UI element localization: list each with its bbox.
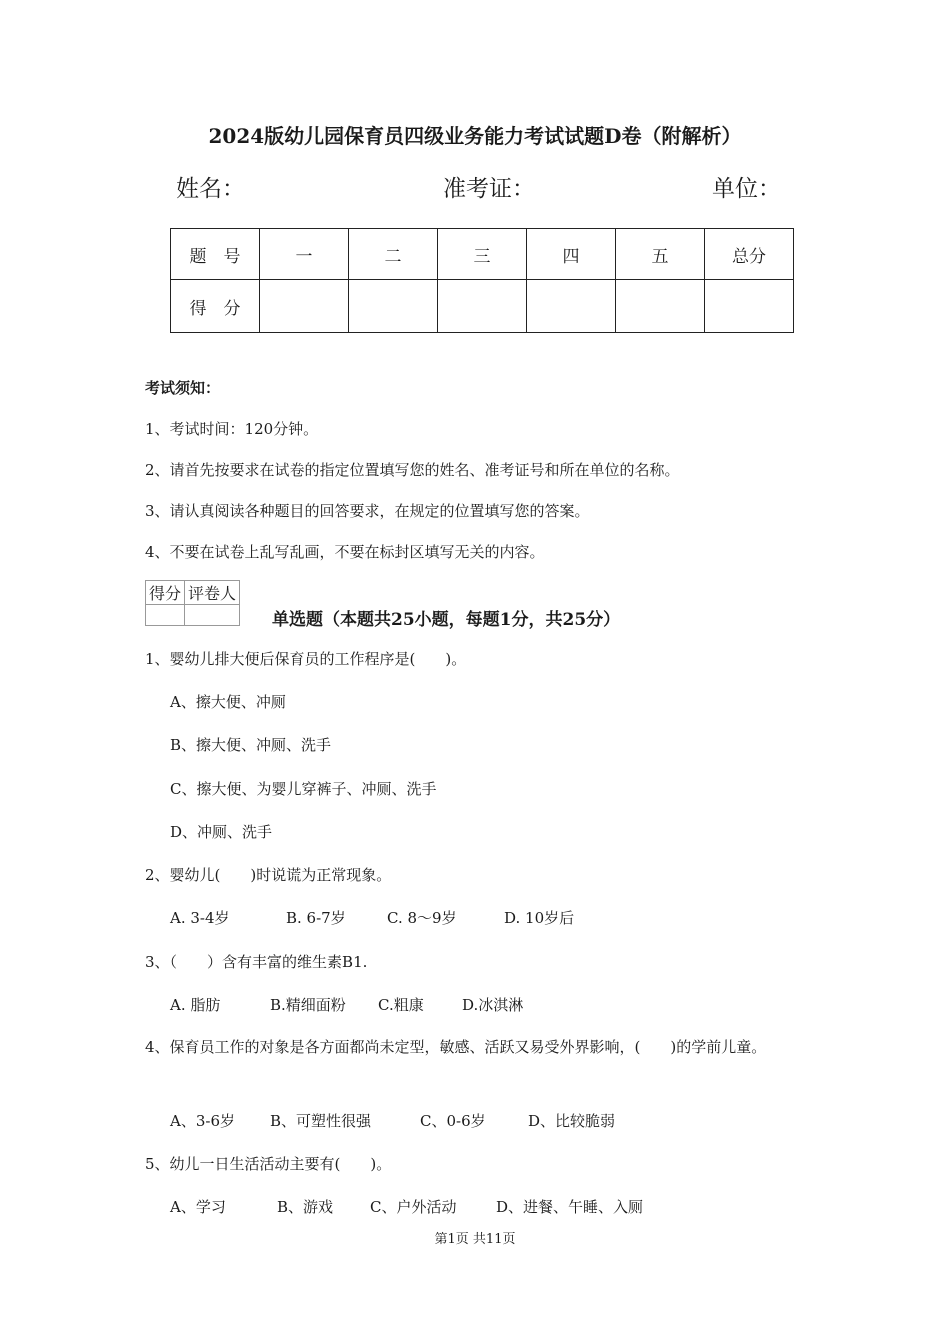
grader-score-cell[interactable] [146,605,185,626]
grader-score-label: 得分 [146,581,185,605]
question-option: C、0-6岁 [420,1112,486,1130]
score-table-header-cell: 总分 [705,229,794,280]
question-option: D、进餐、午睡、入厕 [496,1198,644,1216]
score-table [170,228,794,333]
grader-reviewer-label: 评卷人 [185,581,240,605]
question-option: C、擦大便、为婴儿穿裤子、冲厕、洗手 [170,780,437,798]
question-option: A、3-6岁 [170,1112,235,1130]
question-options-row [170,907,574,928]
question-option: C. 8～9岁 [387,909,457,927]
question-option: B. 6-7岁 [286,909,346,927]
score-cell[interactable] [616,280,705,333]
question-stem: 2、婴幼儿( )时说谎为正常现象。 [145,866,392,884]
question-option: A、擦大便、冲厕 [170,693,286,711]
exam-id-field-label: 准考证： [443,176,535,202]
score-cell[interactable] [349,280,438,333]
score-table-header-cell: 三 [438,229,527,280]
question-option: B、可塑性很强 [270,1112,372,1130]
score-table-header-cell: 一 [260,229,349,280]
question-option: A. 脂肪 [170,996,221,1014]
question-stem: 1、婴幼儿排大便后保育员的工作程序是( )。 [145,650,467,668]
unit-field-label: 单位： [712,176,781,202]
score-cell[interactable] [705,280,794,333]
notes-item: 3、请认真阅读各种题目的回答要求，在规定的位置填写您的答案。 [145,502,590,520]
question-stem: 5、幼儿一日生活活动主要有( )。 [145,1155,392,1173]
grader-reviewer-cell[interactable] [185,605,240,626]
question-options-row [170,1196,643,1217]
question-option: C、户外活动 [370,1198,457,1216]
question-option: D、比较脆弱 [528,1112,616,1130]
question-option: A. 3-4岁 [170,909,230,927]
name-field-label: 姓名： [176,176,245,202]
page-title: 2024版幼儿园保育员四级业务能力考试试题D卷（附解析） [208,124,742,148]
score-cell[interactable] [438,280,527,333]
score-table-header-cell: 二 [349,229,438,280]
score-row-label: 得 分 [171,280,260,333]
question-stem: 4、保育员工作的对象是各方面都尚未定型，敏感、活跃又易受外界影响，( )的学前儿童。 [145,1038,767,1056]
score-table-header-row [171,229,794,280]
question-option: D.冰淇淋 [462,996,524,1014]
score-table-header-cell: 题 号 [171,229,260,280]
page-footer: 第1页 共11页 [434,1232,516,1247]
question-stem: 3、（ ）含有丰富的维生素B1. [145,953,368,971]
notes-item: 2、请首先按要求在试卷的指定位置填写您的姓名、准考证号和所在单位的名称。 [145,461,680,479]
question-option: D. 10岁后 [504,909,575,927]
question-option: D、冲厕、洗手 [170,823,273,841]
score-table-score-row [171,280,794,333]
score-table-header-cell: 五 [616,229,705,280]
score-cell[interactable] [527,280,616,333]
question-option: B.精细面粉 [270,996,346,1014]
question-options-row [170,994,523,1015]
question-option: B、擦大便、冲厕、洗手 [170,736,332,754]
score-cell[interactable] [260,280,349,333]
question-option: C.粗康 [378,996,424,1014]
notes-heading: 考试须知： [145,379,221,397]
grader-box [145,580,240,626]
question-options-row [170,1110,615,1131]
question-option: B、游戏 [277,1198,334,1216]
notes-item: 4、不要在试卷上乱写乱画，不要在标封区填写无关的内容。 [145,543,545,561]
notes-item: 1、考试时间：120分钟。 [145,420,319,438]
question-option: A、学习 [170,1198,226,1216]
score-table-header-cell: 四 [527,229,616,280]
section-title: 单选题（本题共25小题，每题1分，共25分） [272,610,621,630]
